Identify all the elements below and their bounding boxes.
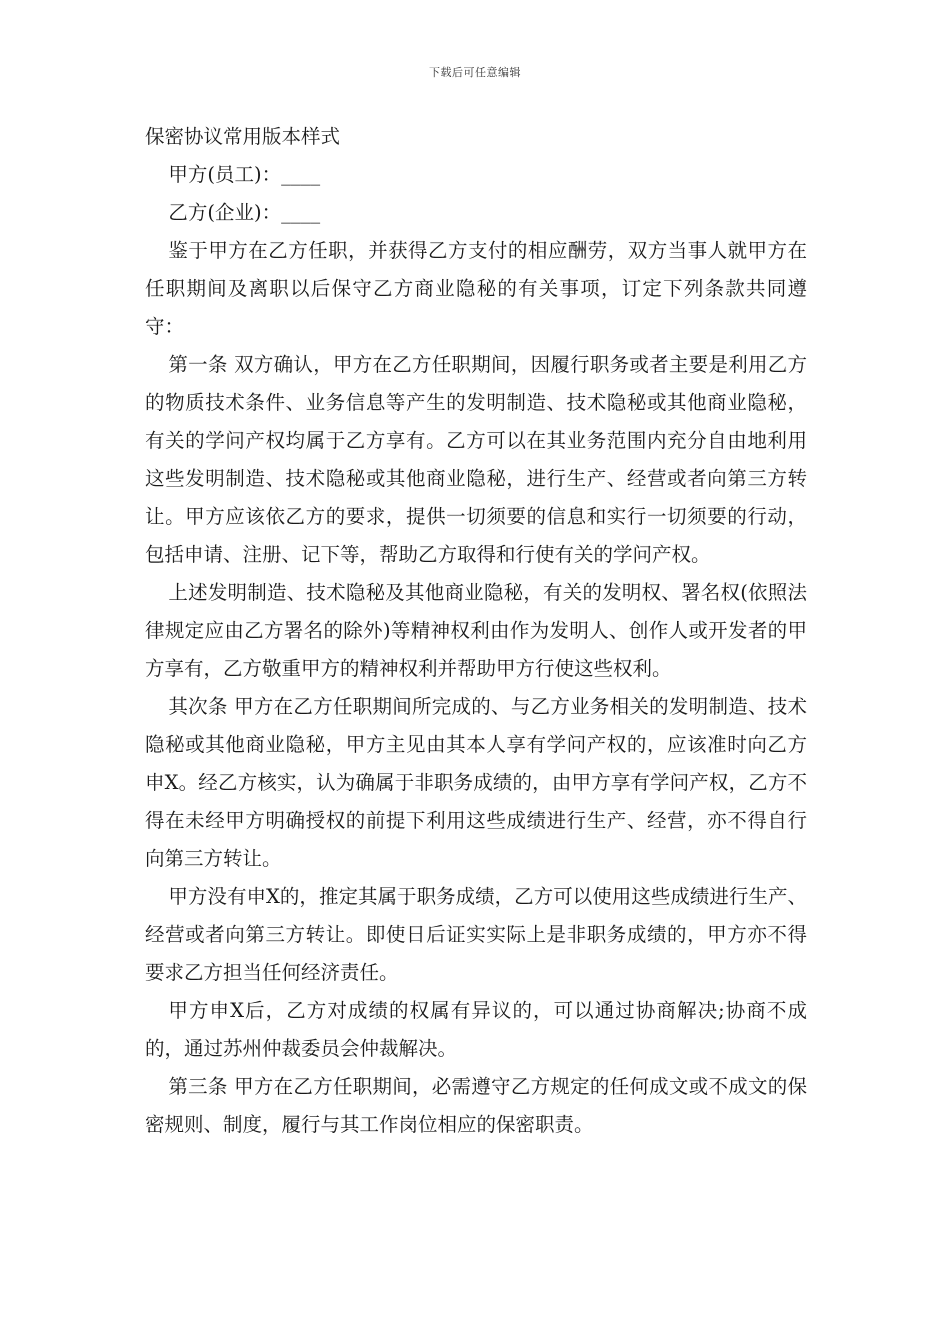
paragraph-article-2: 其次条 甲方在乙方任职期间所完成的、与乙方业务相关的发明制造、技术隐秘或其他商业隐秘，甲方主见由其本人享有学问产权的，应该准时向乙方申X。经乙方核实，认为确属于非职务成绩的，由甲方享有学问产权，乙方不得在未经甲方明确授权的前提下利用这些成绩进行生产、经营，亦不得自行向第三方转让。	[145, 695, 807, 870]
page-header-note: 下载后可任意编辑	[429, 66, 521, 79]
party-b-line: 乙方(企业)：____	[168, 201, 321, 224]
party-a-line: 甲方(员工)：____	[168, 163, 321, 186]
document-body	[145, 118, 807, 1144]
document-title: 保密协议常用版本样式	[145, 125, 341, 148]
paragraph-article-1-rights: 上述发明制造、技术隐秘及其他商业隐秘，有关的发明权、署名权(依照法律规定应由乙方署名的除外)等精神权利由作为发明人、创作人或开发者的甲方享有，乙方敬重甲方的精神权利并帮助甲方行使这些权利。	[145, 581, 807, 680]
paragraph-article-2-dispute: 甲方申X后，乙方对成绩的权属有异议的，可以通过协商解决;协商不成的，通过苏州仲裁委员会仲裁解决。	[145, 999, 807, 1060]
paragraph-article-3: 第三条 甲方在乙方任职期间，必需遵守乙方规定的任何成文或不成文的保密规则、制度，履行与其工作岗位相应的保密职责。	[145, 1075, 807, 1136]
paragraph-article-2-presumption: 甲方没有申X的，推定其属于职务成绩，乙方可以使用这些成绩进行生产、经营或者向第三方转让。即使日后证实实际上是非职务成绩的，甲方亦不得要求乙方担当任何经济责任。	[145, 885, 807, 984]
paragraph-article-1: 第一条 双方确认，甲方在乙方任职期间，因履行职务或者主要是利用乙方的物质技术条件、业务信息等产生的发明制造、技术隐秘或其他商业隐秘，有关的学问产权均属于乙方享有。乙方可以在其业务范围内充分自由地利用这些发明制造、技术隐秘或其他商业隐秘，进行生产、经营或者向第三方转让。甲方应该依乙方的要求，提供一切须要的信息和实行一切须要的行动，包括申请、注册、记下等，帮助乙方取得和行使有关的学问产权。	[145, 353, 807, 566]
paragraph-preamble: 鉴于甲方在乙方任职，并获得乙方支付的相应酬劳，双方当事人就甲方在任职期间及离职以后保守乙方商业隐秘的有关事项，订定下列条款共同遵守：	[145, 239, 807, 338]
